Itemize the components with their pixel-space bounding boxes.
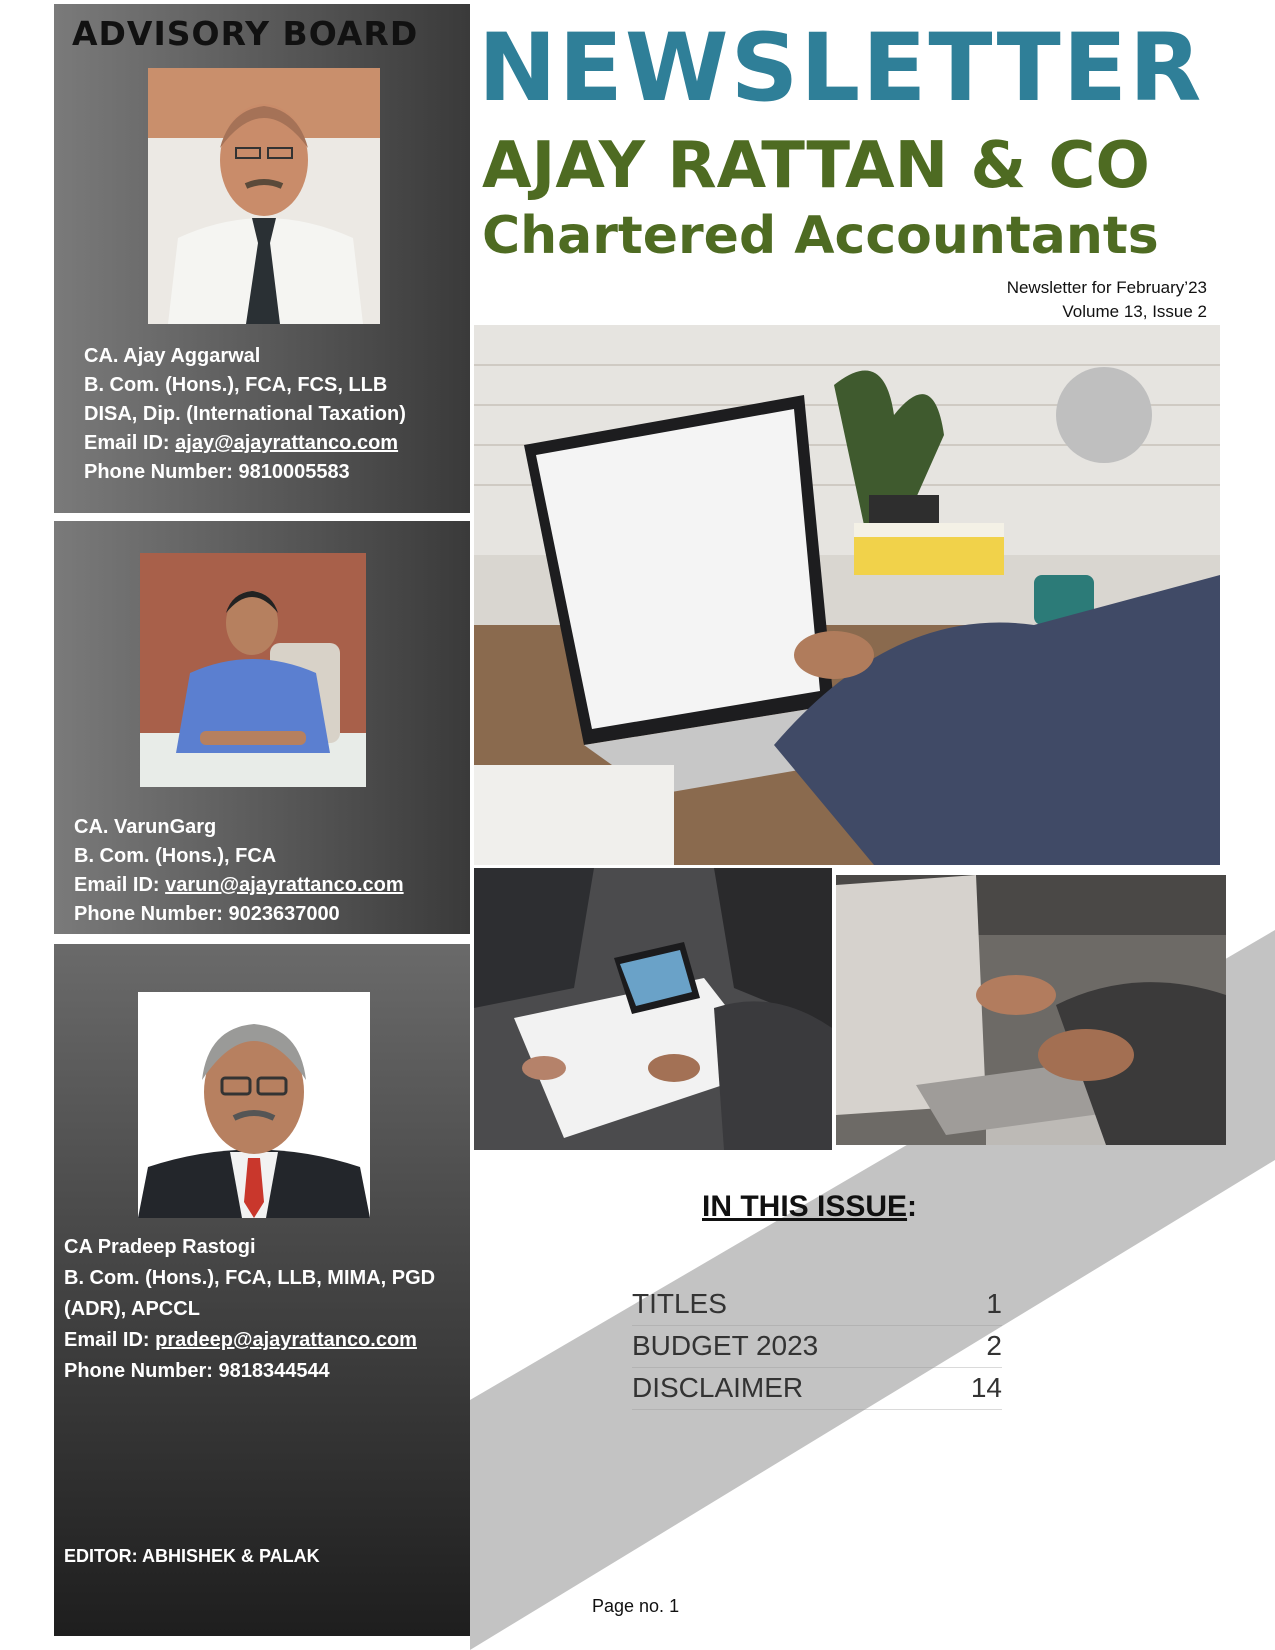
member-photo-pradeep: [138, 992, 370, 1218]
advisory-panel-2: [54, 521, 470, 934]
issue-volume: Volume 13, Issue 2: [1062, 302, 1207, 321]
toc-item-title: BUDGET 2023: [632, 1330, 819, 1361]
toc-item-page: 14: [970, 1372, 1002, 1403]
issue-info: [1007, 276, 1207, 324]
member-phone: Phone Number: 9023637000: [74, 903, 340, 925]
member-phone: Phone Number: 9810005583: [84, 461, 350, 483]
member-name: CA. VarunGarg: [74, 816, 217, 838]
email-label: Email ID:: [84, 432, 176, 454]
member-info-varun: [74, 813, 404, 929]
toc-item-title: DISCLAIMER: [632, 1372, 804, 1403]
member-qualification: DISA, Dip. (International Taxation): [84, 403, 406, 425]
photo-team-meeting: [474, 868, 832, 1150]
member-photo-ajay: [148, 68, 380, 324]
toc-heading-suffix: :: [907, 1190, 918, 1223]
toc-item[interactable]: [632, 1326, 1002, 1368]
toc-item-page: 1: [986, 1288, 1002, 1319]
email-link-pradeep[interactable]: pradeep@ajayrattanco.com: [155, 1329, 417, 1351]
email-label: Email ID:: [64, 1329, 156, 1351]
member-info-ajay: [84, 342, 406, 487]
photo-typing-laptop: [836, 875, 1226, 1145]
newsletter-title: NEWSLETTER: [478, 14, 1204, 123]
toc-item-title: TITLES: [632, 1288, 727, 1319]
toc-heading: [702, 1190, 917, 1224]
toc-item[interactable]: [632, 1284, 1002, 1326]
member-name: CA Pradeep Rastogi: [64, 1236, 256, 1258]
editor-credit: EDITOR: ABHISHEK & PALAK: [64, 1546, 320, 1566]
hero-photo-laptop-desk: [474, 325, 1220, 865]
advisory-panel-3: [54, 944, 470, 1636]
firm-name: AJAY RATTAN & CO: [482, 129, 1150, 203]
toc-heading-text: IN THIS ISSUE: [702, 1190, 908, 1223]
email-label: Email ID:: [74, 874, 166, 896]
member-qualification: B. Com. (Hons.), FCA: [74, 845, 277, 867]
toc-item-page: 2: [986, 1330, 1002, 1361]
member-qualification: B. Com. (Hons.), FCA, FCS, LLB: [84, 374, 388, 396]
toc-list: [632, 1284, 1002, 1410]
firm-subtitle: Chartered Accountants: [482, 206, 1159, 266]
member-qualification: B. Com. (Hons.), FCA, LLB, MIMA, PGD: [64, 1267, 436, 1289]
page-number: Page no. 1: [592, 1596, 680, 1616]
member-photo-varun: [140, 553, 366, 787]
advisory-panel-1: [54, 4, 470, 513]
toc-item[interactable]: [632, 1368, 1002, 1410]
issue-month: Newsletter for February’23: [1006, 278, 1207, 297]
member-name: CA. Ajay Aggarwal: [84, 345, 261, 367]
member-qualification: (ADR), APCCL: [64, 1298, 200, 1320]
email-link-ajay[interactable]: ajay@ajayrattanco.com: [175, 432, 399, 454]
advisory-board-title: ADVISORY BOARD: [72, 14, 419, 53]
member-phone: Phone Number: 9818344544: [64, 1360, 330, 1382]
member-info-pradeep: [64, 1232, 435, 1387]
email-link-varun[interactable]: varun@ajayrattanco.com: [165, 874, 404, 896]
